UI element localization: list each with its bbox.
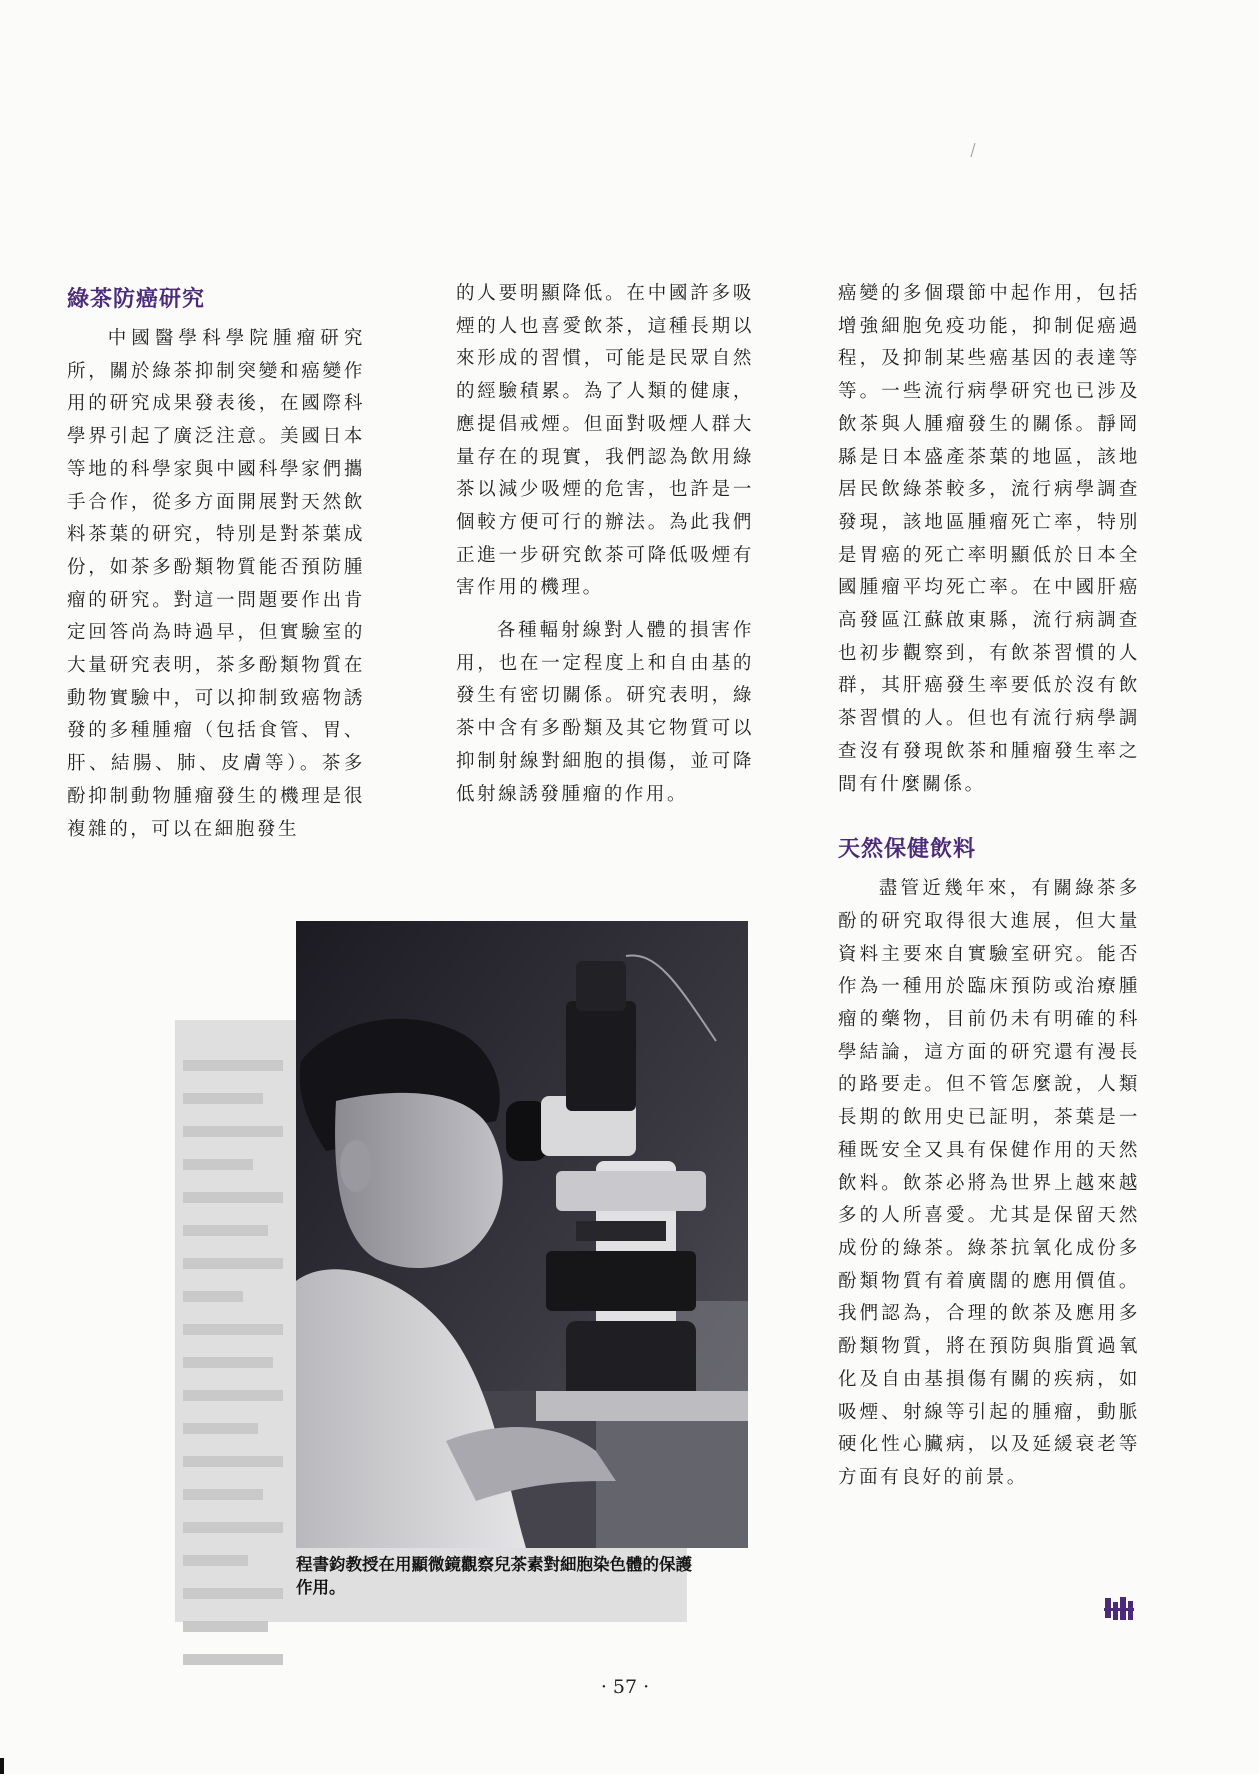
faded-text-lines [183,1038,283,1665]
photo-caption: 程書鈞教授在用顯微鏡觀察兒茶素對細胞染色體的保護作用。 [296,1555,692,1597]
column-2 [456,278,754,811]
scan-edge-mark [0,1758,4,1774]
end-mark-icon [1104,1596,1134,1622]
scan-speck [970,142,976,156]
body-paragraph: 盡管近幾年來，有關綠茶多酚的研究取得很大進展，但大量資料主要來自實驗室研究。能否作為一種用於臨床預防或治療腫瘤的藥物，目前仍未有明確的科學結論，這方面的研究還有漫長的路要走。但不管怎麼說，人類長期的飲用史已証明，茶葉是一種既安全又具有保健作用的天然飲料。飲茶必將為世界上越來越多的人所喜愛。尤其是保留天然成份的綠茶。綠茶抗氧化成份多酚類物質有着廣闊的應用價值。我們認為，合理的飲茶及應用多酚類物質，將在預防與脂質過氧化及自由基損傷有關的疾病，如吸煙、射線等引起的腫瘤，動脈硬化性心臟病，以及延緩衰老等方面有良好的前景。 [838,878,1140,1488]
column-3 [838,278,1140,1495]
body-paragraph: 各種輻射線對人體的損害作用，也在一定程度上和自由基的發生有密切關係。研究表明，綠茶中含有多酚類及其它物質可以抑制射線對細胞的損傷，並可降低射線誘發腫瘤的作用。 [456,620,754,805]
column-1 [67,285,365,846]
body-paragraph: 的人要明顯降低。在中國許多吸煙的人也喜愛飲茶，這種長期以來形成的習慣，可能是民眾自然的經驗積累。為了人類的健康，應提倡戒煙。但面對吸煙人群大量存在的現實，我們認為飲用綠茶以減少吸煙的危害，也許是一個較方便可行的辦法。為此我們正進一步研究飲茶可降低吸煙有害作用的機理。 [456,283,754,599]
body-paragraph: 中國醫學科學院腫瘤研究所，關於綠茶抑制突變和癌變作用的研究成果發表後，在國際科學界引起了廣泛注意。美國日本等地的科學家與中國科學家們攜手合作，從多方面開展對天然飲料茶葉的研究，特別是對茶葉成份，如茶多酚類物質能否預防腫瘤的研究。對這一問題要作出肯定回答尚為時過早，但實驗室的大量研究表明，茶多酚類物質在動物實驗中，可以抑制致癌物誘發的多種腫瘤（包括食管、胃、肝、結腸、肺、皮膚等）。茶多酚抑制動物腫瘤發生的機理是很複雜的，可以在細胞發生 [67,328,365,840]
section-heading-green-tea-cancer: 綠茶防癌研究 [67,287,206,312]
section-heading-natural-health-drink: 天然保健飲料 [838,837,977,863]
body-paragraph: 癌變的多個環節中起作用，包括增強細胞免疫功能，抑制促癌過程，及抑制某些癌基因的表達等等。一些流行病學研究也已涉及飲茶與人腫瘤發生的關係。靜岡縣是日本盛產茶葉的地區，該地居民飲綠茶較多，流行病學調查發現，該地區腫瘤死亡率，特別是胃癌的死亡率明顯低於日本全國腫瘤平均死亡率。在中國肝癌高發區江蘇啟東縣，流行病調查也初步觀察到，有飲茶習慣的人群，其肝癌發生率要低於沒有飲茶習慣的人。但也有流行病學調查沒有發現飲茶和腫瘤發生率之間有什麼關係。 [838,283,1140,795]
page-number: · 57 · [600,1676,650,1698]
microscope-photo [296,921,748,1548]
